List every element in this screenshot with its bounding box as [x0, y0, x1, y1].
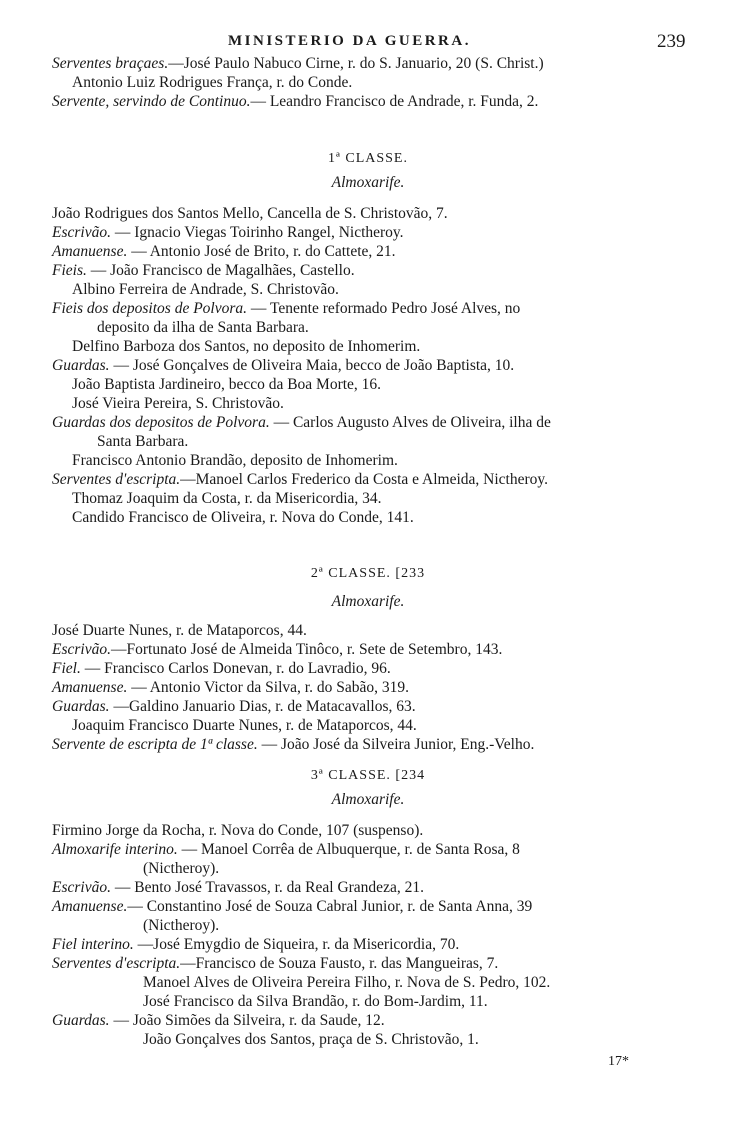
role-label: Serventes braçaes. [52, 55, 169, 72]
role-label: Almoxarife. [331, 174, 405, 191]
listing-line [52, 54, 684, 73]
listing-line [52, 840, 684, 859]
section-subheading [52, 592, 684, 611]
entry-text: — Leandro Francisco de Andrade, r. Funda, 2. [250, 93, 539, 110]
entry-text: — Manoel Corrêa de Albuquerque, r. de Santa Rosa, 8 [177, 841, 520, 858]
entry-text: — João Simões da Silveira, r. da Saude, 12. [109, 1012, 385, 1029]
entry-text: — Ignacio Viegas Toirinho Rangel, Nictheroy. [110, 224, 404, 241]
listing-line [52, 242, 684, 261]
listing-line [52, 394, 684, 413]
role-label: Servente de escripta de 1ª classe. [52, 736, 258, 753]
role-label: Almoxarife. [331, 593, 405, 610]
entry-text: — João José da Silveira Junior, Eng.-Velho. [257, 736, 535, 753]
entry-text: Antonio Luiz Rodrigues França, r. do Conde. [72, 74, 353, 91]
listing-line [52, 621, 684, 640]
entry-text: (Nictheroy). [143, 917, 220, 934]
role-label: Fieis dos depositos de Polvora. [52, 300, 248, 317]
listing-line [52, 73, 684, 92]
listing-line [52, 299, 684, 318]
directory-listing [52, 54, 684, 1049]
entry-text: — Francisco Carlos Donevan, r. do Lavradio, 96. [80, 660, 391, 677]
role-label: Fiel. [52, 660, 81, 677]
role-label: Guardas dos depositos de Polvora. [52, 414, 270, 431]
signature-mark: 17* [608, 1054, 629, 1069]
section-subheading [52, 173, 684, 192]
listing-line [52, 697, 684, 716]
listing-line [52, 470, 684, 489]
listing-line [52, 261, 684, 280]
listing-line [52, 735, 684, 754]
role-label: Escrivão. [52, 224, 111, 241]
listing-line [52, 678, 684, 697]
role-label: Escrivão. [52, 641, 111, 658]
role-label: Amanuense. [52, 898, 128, 915]
entry-text: 3ª CLASSE. [234 [310, 768, 426, 783]
role-label: Guardas. [52, 357, 110, 374]
entry-text: 2ª CLASSE. [233 [310, 566, 426, 581]
entry-text: — Antonio José de Brito, r. do Cattete, 21. [127, 243, 396, 260]
entry-text: —José Emygdio de Siqueira, r. da Misericordia, 70. [133, 936, 460, 953]
listing-line [52, 508, 684, 527]
listing-line [52, 878, 684, 897]
role-label: Guardas. [52, 1012, 110, 1029]
entry-text: —Fortunato José de Almeida Tinôco, r. Sete de Setembro, 143. [110, 641, 503, 658]
entry-text: —Galdino Januario Dias, r. de Matacavallos, 63. [109, 698, 416, 715]
entry-text: — Tenente reformado Pedro José Alves, no [247, 300, 521, 317]
role-label: Guardas. [52, 698, 110, 715]
entry-text: 1ª CLASSE. [328, 151, 408, 166]
listing-line [52, 413, 684, 432]
role-label: Fieis. [52, 262, 87, 279]
role-label: Servente, servindo de Continuo. [52, 93, 251, 110]
listing-line [52, 375, 684, 394]
listing-line [52, 935, 684, 954]
entry-text: João Rodrigues dos Santos Mello, Cancella de S. Christovão, 7. [52, 205, 448, 222]
entry-text: Firmino Jorge da Rocha, r. Nova do Conde, 107 (suspenso). [52, 822, 424, 839]
entry-text: — José Gonçalves de Oliveira Maia, becco de João Baptista, 10. [109, 357, 515, 374]
listing-line [52, 1011, 684, 1030]
entry-text: Delfino Barboza dos Santos, no deposito de Inhomerim. [72, 338, 421, 355]
listing-line [52, 92, 684, 111]
entry-text: deposito da ilha de Santa Barbara. [97, 319, 309, 336]
listing-line [52, 223, 684, 242]
listing-line [52, 451, 684, 470]
entry-text: —Manoel Carlos Frederico da Costa e Almeida, Nictheroy. [180, 471, 549, 488]
section-heading [52, 766, 684, 785]
entry-text: — Antonio Victor da Silva, r. do Sabão, 319. [127, 679, 409, 696]
role-label: Almoxarife interino. [52, 841, 178, 858]
listing-line [52, 1030, 684, 1049]
role-label: Amanuense. [52, 243, 128, 260]
listing-line [52, 337, 684, 356]
page-number: 239 [657, 31, 686, 52]
listing-line [52, 992, 684, 1011]
entry-text: José Francisco da Silva Brandão, r. do Bom-Jardim, 11. [143, 993, 488, 1010]
listing-line [52, 973, 684, 992]
listing-line [52, 356, 684, 375]
listing-line [52, 716, 684, 735]
running-header [0, 33, 736, 55]
listing-line [52, 204, 684, 223]
section-heading [52, 149, 684, 168]
entry-text: Joaquim Francisco Duarte Nunes, r. de Mataporcos, 44. [72, 717, 417, 734]
listing-line [52, 821, 684, 840]
entry-text: Candido Francisco de Oliveira, r. Nova do Conde, 141. [72, 509, 414, 526]
listing-line [52, 432, 684, 451]
listing-line [52, 897, 684, 916]
listing-line [52, 954, 684, 973]
listing-line [52, 318, 684, 337]
entry-text: João Gonçalves dos Santos, praça de S. Christovão, 1. [143, 1031, 479, 1048]
role-label: Fiel interino. [52, 936, 134, 953]
listing-line [52, 489, 684, 508]
entry-text: José Vieira Pereira, S. Christovão. [72, 395, 284, 412]
listing-line [52, 659, 684, 678]
header-title: MINISTERIO DA GUERRA. [228, 33, 471, 49]
section-heading [52, 564, 684, 583]
section-subheading [52, 790, 684, 809]
role-label: Amanuense. [52, 679, 128, 696]
entry-text: — João Francisco de Magalhães, Castello. [86, 262, 355, 279]
listing-line [52, 640, 684, 659]
entry-text: — Constantino José de Souza Cabral Junior, r. de Santa Anna, 39 [127, 898, 533, 915]
listing-line [52, 280, 684, 299]
role-label: Serventes d'escripta. [52, 471, 181, 488]
entry-text: — Carlos Augusto Alves de Oliveira, ilha de [269, 414, 551, 431]
entry-text: —José Paulo Nabuco Cirne, r. do S. Januario, 20 (S. Christ.) [168, 55, 544, 72]
entry-text: José Duarte Nunes, r. de Mataporcos, 44. [52, 622, 307, 639]
listing-line [52, 916, 684, 935]
entry-text: Manoel Alves de Oliveira Pereira Filho, r. Nova de S. Pedro, 102. [143, 974, 551, 991]
entry-text: —Francisco de Souza Fausto, r. das Mangueiras, 7. [180, 955, 499, 972]
role-label: Serventes d'escripta. [52, 955, 181, 972]
entry-text: Santa Barbara. [97, 433, 189, 450]
role-label: Almoxarife. [331, 791, 405, 808]
entry-text: Francisco Antonio Brandão, deposito de Inhomerim. [72, 452, 398, 469]
role-label: Escrivão. [52, 879, 111, 896]
entry-text: Albino Ferreira de Andrade, S. Christovão. [72, 281, 339, 298]
entry-text: (Nictheroy). [143, 860, 220, 877]
entry-text: — Bento José Travassos, r. da Real Grandeza, 21. [110, 879, 424, 896]
entry-text: Thomaz Joaquim da Costa, r. da Misericordia, 34. [72, 490, 382, 507]
entry-text: João Baptista Jardineiro, becco da Boa Morte, 16. [72, 376, 382, 393]
listing-line [52, 859, 684, 878]
